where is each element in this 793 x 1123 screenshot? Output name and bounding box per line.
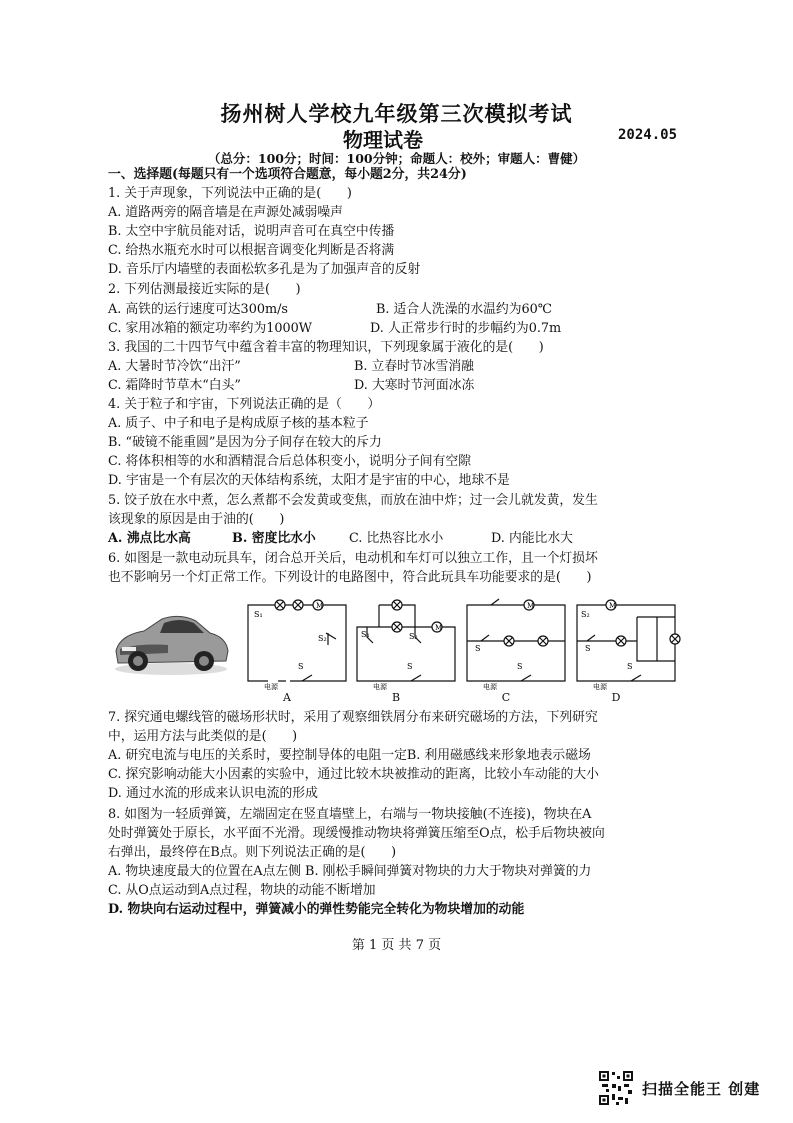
q8-stem-line1: 8. 如图为一轻质弹簧，左端固定在竖直墙壁上，右端与一物块接触(不连接)，物块在A	[108, 807, 592, 822]
q3-option-a: A. 大暑时节冷饮“出汗”	[108, 359, 241, 374]
q7-stem-line2: 中，运用方法与此类似的是( )	[108, 729, 298, 744]
power-label: 电源	[264, 683, 278, 691]
q1-option-c: C. 给热水瓶充水时可以根据音调变化判断是否将满	[108, 243, 395, 258]
q6-figure-row	[108, 595, 688, 705]
switch-label: S	[298, 662, 304, 671]
q3-option-d: D. 大寒时节河面冰冻	[354, 378, 475, 393]
circuit-b-diagram	[351, 597, 461, 695]
q5-stem-line2: 该现象的原因是由于油的( )	[108, 512, 285, 527]
q5-option-b: B. 密度比水小	[232, 531, 316, 546]
q2-option-d: D. 人正常步行时的步幅约为0.7m	[370, 321, 562, 336]
q5-option-d: D. 内能比水大	[491, 531, 573, 546]
switch-label: S	[475, 644, 481, 653]
circuit-c-label: C	[501, 691, 511, 704]
q4-option-b: B. “破镜不能重圆”是因为分子间存在较大的斥力	[108, 435, 382, 450]
q6-stem-line1: 6. 如图是一款电动玩具车，闭合总开关后，电动机和车灯可以独立工作，且一个灯损坏	[108, 551, 598, 566]
power-label: 电源	[483, 683, 497, 691]
q3-option-b: B. 立春时节冰雪消融	[354, 359, 474, 374]
q7-option-d: D. 通过水流的形成来认识电流的形成	[108, 786, 318, 801]
motor-label: M	[316, 602, 324, 610]
switch-label: S	[517, 662, 523, 671]
scanner-watermark	[598, 1070, 793, 1110]
section-heading: 一、选择题(每题只有一个选项符合题意，每小题2分，共24分)	[108, 167, 467, 182]
circuit-d-diagram	[571, 597, 681, 695]
q6-stem-line2: 也不影响另一个灯正常工作。下列设计的电路图中，符合此玩具车功能要求的是( )	[108, 570, 592, 585]
q7-stem-line1: 7. 探究通电螺线管的磁场形状时，采用了观察细铁屑分布来研究磁场的方法，下列研究	[108, 710, 598, 725]
power-label: 电源	[373, 683, 387, 691]
power-label: 电源	[593, 683, 607, 691]
q3-option-c: C. 霜降时节草木“白头”	[108, 378, 241, 393]
q8-option-c: C. 从O点运动到A点过程，物块的动能不断增加	[108, 883, 376, 898]
motor-label: M	[435, 624, 443, 632]
q5-stem-line1: 5. 饺子放在水中煮，怎么煮都不会发黄或变焦，而放在油中炸；过一会儿就发黄，发生	[108, 493, 598, 508]
q4-option-a: A. 质子、中子和电子是构成原子核的基本粒子	[108, 416, 369, 431]
switch-label: S₁	[254, 610, 263, 619]
circuit-a-label: A	[283, 691, 291, 704]
q2-option-a: A. 高铁的运行速度可达300m/s	[108, 302, 288, 317]
switch-label: S₁	[361, 630, 370, 639]
switch-label: S₂	[409, 632, 418, 641]
q3-stem: 3. 我国的二十四节气中蕴含着丰富的物理知识，下列现象属于液化的是( )	[108, 340, 544, 355]
q8-option-ab: A. 物块速度最大的位置在A点左侧 B. 刚松手瞬间弹簧对物块的力大于物块对弹簧的力	[108, 864, 592, 879]
qr-code-icon	[598, 1070, 634, 1106]
q2-option-b: B. 适合人洗澡的水温约为60℃	[376, 302, 553, 317]
switch-label: S	[585, 644, 591, 653]
exam-date: 2024.05	[618, 127, 678, 143]
circuit-d-label: D	[611, 691, 621, 704]
q8-option-d: D. 物块向右运动过程中，弹簧减小的弹性势能完全转化为物块增加的动能	[108, 902, 525, 917]
scanner-watermark-text: 扫描全能王 创建	[642, 1080, 761, 1098]
motor-label: M	[527, 602, 535, 610]
q4-option-d: D. 宇宙是一个有层次的天体结构系统，太阳才是宇宙的中心，地球不是	[108, 473, 510, 488]
circuit-a-diagram	[242, 597, 352, 695]
q8-stem-line2: 处时弹簧处于原长，水平面不光滑。现缓慢推动物块将弹簧压缩至O点，松手后物块被向	[108, 826, 605, 841]
switch-label: S	[627, 662, 633, 671]
q7-option-ab: A. 研究电流与电压的关系时，要控制导体的电阻一定B. 利用磁感线来形象地表示磁场	[108, 748, 591, 763]
q4-stem: 4. 关于粒子和宇宙，下列说法正确的是（ ）	[108, 397, 381, 412]
switch-label: S₂	[318, 634, 327, 643]
exam-subtitle: 物理试卷	[343, 128, 423, 152]
q8-stem-line3: 右弹出，最终停在B点。则下列说法正确的是( )	[108, 845, 397, 860]
q2-option-c: C. 家用冰箱的额定功率约为1000W	[108, 321, 312, 336]
motor-label: M	[609, 602, 617, 610]
q7-option-c: C. 探究影响动能大小因素的实验中，通过比较木块被推动的距离，比较小车动能的大小	[108, 767, 599, 782]
q2-stem: 2. 下列估测最接近实际的是( )	[108, 282, 301, 297]
circuit-b-label: B	[391, 691, 401, 704]
switch-label: S₂	[581, 610, 590, 619]
q4-option-c: C. 将体积相等的水和酒精混合后总体积变小，说明分子间有空隙	[108, 454, 471, 469]
exam-meta: （总分：100分；时间：100分钟；命题人：校外；审题人：曹健）	[207, 151, 586, 166]
page-footer: 第 1 页 共 7 页	[351, 938, 442, 953]
q1-option-b: B. 太空中宇航员能对话，说明声音可在真空中传播	[108, 224, 395, 239]
q1-option-d: D. 音乐厅内墙壁的表面松软多孔是为了加强声音的反射	[108, 262, 421, 277]
q1-option-a: A. 道路两旁的隔音墙是在声源处减弱噪声	[108, 205, 343, 220]
q5-option-a: A. 沸点比水高	[108, 531, 191, 546]
circuit-c-diagram	[461, 597, 571, 695]
switch-label: S	[407, 662, 413, 671]
exam-title: 扬州树人学校九年级第三次模拟考试	[220, 101, 573, 126]
q1-stem: 1. 关于声现象，下列说法中正确的是( )	[108, 186, 352, 201]
q5-option-c: C. 比热容比水小	[349, 531, 444, 546]
toy-car-image	[110, 609, 232, 679]
